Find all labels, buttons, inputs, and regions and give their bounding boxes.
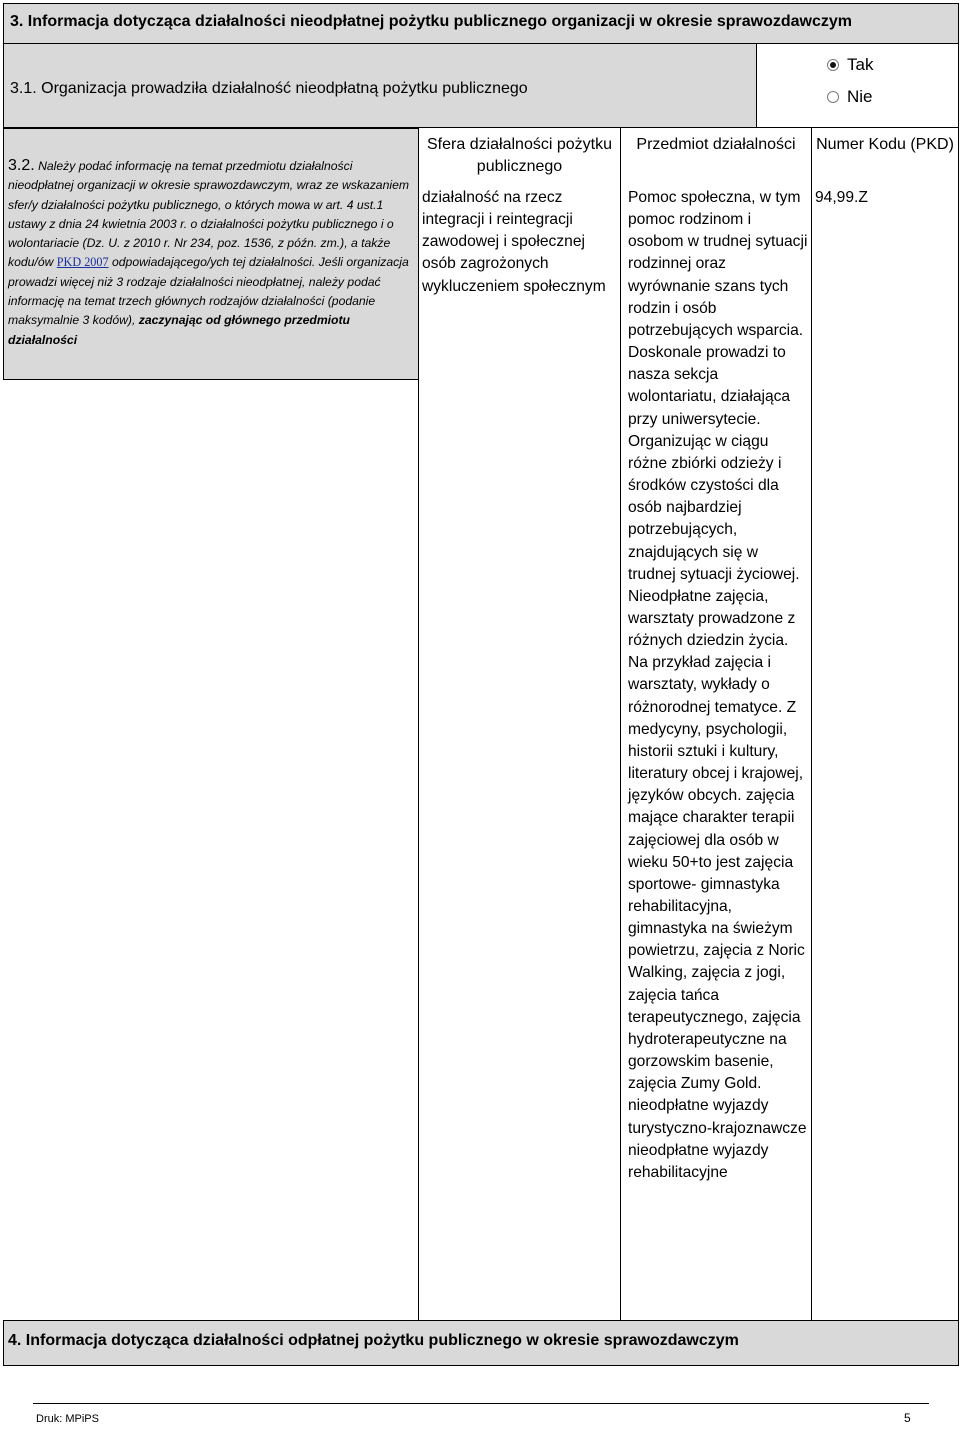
column-divider (418, 128, 419, 1320)
section-3-2-instruction (8, 156, 416, 350)
footer-print-label: Druk: MPiPS (36, 1413, 99, 1425)
radio-label-nie: Nie (847, 87, 873, 106)
instruction-text-3: Jeśli organizacja prowadzi więcej niż 3 rodzaje działalności nieodpłatnej, należy podać informację na temat trzech głównych rodzajów działalności (podanie maksymalnie 3 kodów), (8, 255, 409, 328)
cell-przedmiot: Pomoc społeczna, w tym pomoc rodzinom i osobom w trudnej sytuacji rodzinnej oraz wyrównanie szans tych rodzin i osób potrzebujących wsparcia. Doskonale prowadzi to nasza sekcja wolontariatu, działająca przy uniwersytecie. Organizując w ciągu różne zbiórki odzieży i środków czystości dla osób najbardziej potrzebujących, znajdujących się w trudnej sytuacji życiowej. Nieodpłatne zajęcia, warsztaty prowadzone z różnych dziedzin życia. Na przykład zajęcia i warsztaty, wykłady o różnorodnej tematyce. Z medycyny, psychologii, historii sztuki i kultury, literatury obcej i krajowej, języków obcych. zajęcia mające charakter terapii zajęciowej dla osób w wieku 50+to jest zajęcia sportowe- gimnastyka rehabilitacyjna, gimnastyka na świeżym powietrzu, zajęcia z Noric Walking, zajęcia z jogi, zajęcia tańca terapeutycznego, zajęcia hydroterapeutyczne na gorzowskim basenie, zajęcia Zumy Gold. nieodpłatne wyjazdy turystyczno-krajoznawcze nieodpłatne wyjazdy rehabilitacyjne (628, 189, 808, 1181)
page-number: 5 (904, 1411, 911, 1425)
column-divider (958, 128, 959, 1320)
radio-unchecked-icon[interactable] (827, 91, 839, 103)
header-sfera: Sfera działalności pożytku publicznego (427, 136, 612, 175)
section-3-2-number: 3.2. (8, 157, 35, 174)
instruction-text: Należy podać informację na temat przedmiotu działalności nieodpłatnej organizacji w okresie sprawozdawczym, wraz ze wskazaniem sfer/y działalności pożytku publicznego, o których mowa w art. 4 ust.1 ustawy z dnia 24 kwietnia 2003 r. o działalności pożytku publicznego i o wolontariacie (Dz. U. z 2010 r. Nr 234, poz. 1536, z późn. zm.), a także kodu/ów (8, 159, 410, 270)
section-4-title: 4. Informacja dotycząca działalności odpłatnej pożytku publicznego w okresie sprawozdawczym (8, 1332, 739, 1349)
cell-kod: 94,99.Z (815, 189, 868, 206)
radio-option-nie[interactable] (827, 87, 873, 107)
radio-checked-icon[interactable] (827, 59, 839, 71)
column-divider (620, 128, 621, 1320)
cell-sfera: działalność na rzecz integracji i reintegracji zawodowej i społecznej osób zagrożonych wykluczeniem społecznym (422, 189, 606, 295)
footer-rule (33, 1403, 929, 1404)
pkd-2007-link[interactable]: PKD 2007 (56, 255, 109, 270)
radio-option-tak[interactable] (827, 55, 873, 75)
section-3-title: 3. Informacja dotycząca działalności nieodpłatnej pożytku publicznego organizacji w okresie sprawozdawczym (10, 13, 852, 30)
instruction-bold: zaczynając od głównego przedmiotu działalności (8, 313, 351, 347)
header-kod: Numer Kodu (PKD) (816, 136, 954, 153)
section-3-1-question: 3.1. Organizacja prowadziła działalność nieodpłatną pożytku publicznego (10, 80, 528, 97)
radio-label-tak: Tak (847, 55, 874, 74)
instruction-text-2: odpowiadającego/ych tej działalności. (108, 255, 316, 270)
header-przedmiot: Przedmiot działalności (636, 136, 796, 153)
column-divider (811, 128, 812, 1320)
